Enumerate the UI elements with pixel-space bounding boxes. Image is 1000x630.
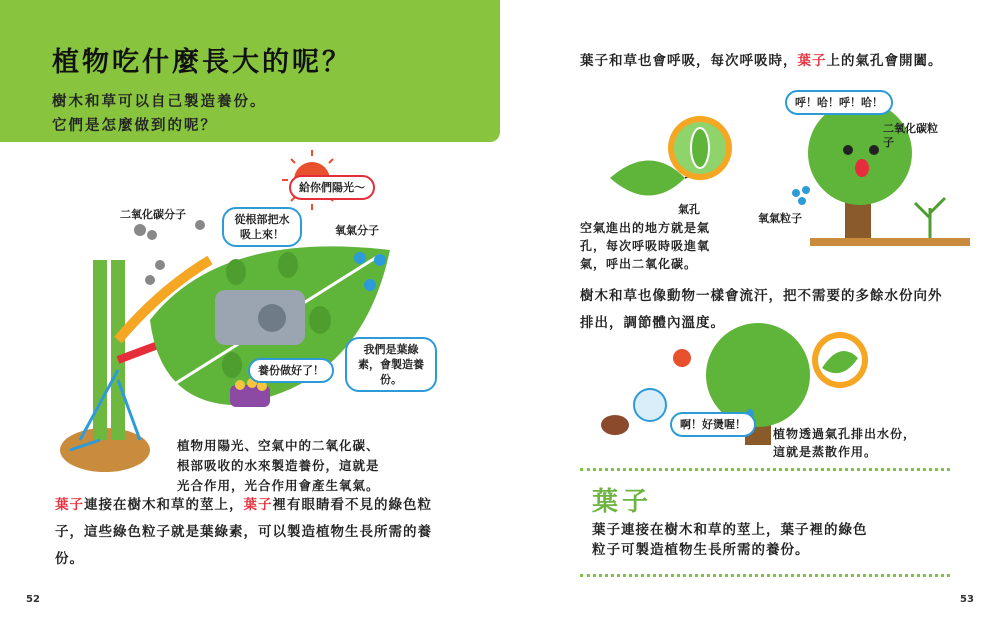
breathing-tree-illustration	[790, 98, 970, 248]
co2-particle-label: 二氧化碳粒子	[883, 122, 938, 149]
page-title: 植物吃什麼長大的呢？	[52, 47, 352, 78]
caption-line: 植物透過氣孔排出水份，	[773, 427, 917, 441]
caption-photosynthesis	[177, 436, 380, 496]
intro-text: 葉子和草也會呼吸，每次呼吸時，	[580, 53, 798, 69]
caption-line: 空氣進出的地方就是氣	[580, 221, 711, 235]
o2-particle-label: 氧氣粒子	[758, 212, 802, 225]
transpiration-caption	[773, 425, 916, 461]
breathing-intro	[580, 48, 955, 75]
paragraph-highlight: 葉子	[55, 497, 84, 513]
root-speech-bubble: 從根部把水吸上來！	[222, 207, 302, 247]
paragraph-highlight: 葉子	[243, 497, 273, 513]
subtitle-line-1: 樹木和草可以自己製造養份。	[52, 94, 267, 110]
section-divider-bottom	[580, 574, 950, 577]
section-text-line: 粒子可製造植物生長所需的養份。	[592, 542, 810, 558]
chlorophyll-speech-bubble: 我們是葉綠素，會製造養份。	[345, 337, 437, 392]
section-text-line: 葉子連接在樹木和草的莖上，葉子裡的綠色	[592, 522, 868, 538]
section-text	[592, 520, 868, 560]
co2-label: 二氧化碳分子	[120, 208, 186, 221]
sun-speech-bubble: 給你們陽光～	[289, 175, 375, 200]
photosynthesis-illustration	[0, 140, 500, 480]
caption-line: 這就是蒸散作用。	[773, 445, 878, 459]
paragraph-text: 裡有眼睛看不見的綠色粒子，這些綠色粒子就是葉綠素，可以製造植物生長所需的養份。	[55, 497, 432, 567]
sweat-paragraph: 樹木和草也像動物一樣會流汗，把不需要的多餘水份向外排出，調節體內溫度。	[580, 288, 943, 331]
paragraph-text: 連接在樹木和草的莖上，	[84, 497, 244, 513]
section-divider-top	[580, 468, 950, 471]
page-number: 53	[960, 594, 974, 605]
caption-line: 植物用陽光、空氣中的二氧化碳、	[177, 438, 380, 453]
section-heading: 葉子	[592, 487, 653, 517]
caption-line: 根部吸收的水來製造養份，這就是	[177, 458, 380, 473]
caption-line: 光合作用，光合作用會產生氧氣。	[177, 478, 380, 493]
subtitle-line-2: 它們是怎麼做到的呢？	[52, 118, 217, 134]
page-number: 52	[26, 594, 40, 605]
caption-line: 氣，呼出二氧化碳。	[580, 257, 698, 271]
intro-text: 上的氣孔會開闔。	[826, 53, 943, 69]
caption-line: 孔，每次呼吸時吸進氧	[580, 239, 711, 253]
breathing-speech-bubble: 呼！哈！呼！哈！	[785, 90, 893, 115]
hot-speech-bubble: 啊！好燙喔！	[670, 412, 756, 437]
stomata-caption	[580, 219, 710, 273]
stomata-label: 氣孔	[678, 203, 700, 216]
right-page	[500, 0, 1000, 630]
nutrient-speech-bubble: 養份做好了！	[248, 358, 334, 383]
o2-label: 氧氣分子	[335, 224, 379, 237]
leaf-paragraph	[55, 492, 440, 573]
intro-highlight: 葉子	[797, 53, 827, 69]
